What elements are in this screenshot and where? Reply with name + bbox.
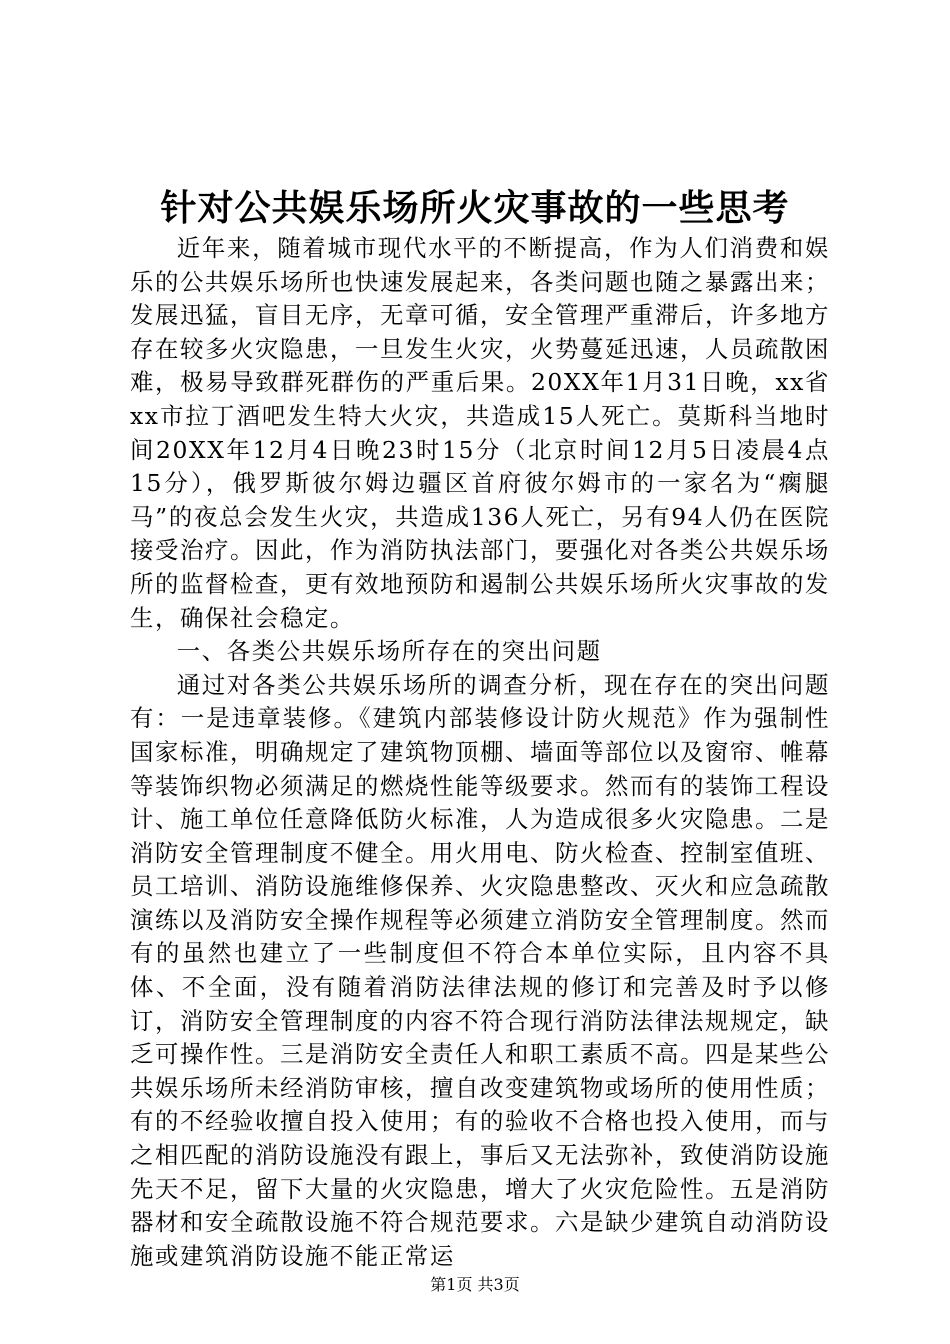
paragraph-intro: 近年来，随着城市现代水平的不断提高，作为人们消费和娱乐的公共娱乐场所也快速发展起来，各类问题也随之暴露出来；发展迅猛，盲目无序，无章可循，安全管理严重滞后，许多地方存在较多火灾隐患，一旦发生火灾，火势蔓延迅速，人员疏散困难，极易导致群死群伤的严重后果。20XX年1月31日晚，xx省xx市拉丁酒吧发生特大火灾，共造成15人死亡。莫斯科当地时间20XX年12月4日晚23时15分（北京时间12月5日凌晨4点15分），俄罗斯彼尔姆边疆区首府彼尔姆市的一家名为“瘸腿马”的夜总会发生火灾，共造成136人死亡，另有94人仍在医院接受治疗。因此，作为消防执法部门，要强化对各类公共娱乐场所的监督检查，更有效地预防和遏制公共娱乐场所火灾事故的发生，确保社会稳定。 — [130, 234, 830, 632]
document-body — [130, 232, 830, 1273]
page-number-footer: 第1页 共3页 — [430, 1275, 520, 1294]
document-title: 针对公共娱乐场所火灾事故的一些思考 — [160, 187, 790, 229]
paragraph-problems: 通过对各类公共娱乐场所的调查分析，现在存在的突出问题有：一是违章装修。《建筑内部装修设计防火规范》作为强制性国家标准，明确规定了建筑物顶棚、墙面等部位以及窗帘、帷幕等装饰织物必须满足的燃烧性能等级要求。然而有的装饰工程设计、施工单位任意降低防火标准，人为造成很多火灾隐患。二是消防安全管理制度不健全。用火用电、防火检查、控制室值班、员工培训、消防设施维修保养、火灾隐患整改、灭火和应急疏散演练以及消防安全操作规程等必须建立消防安全管理制度。然而有的虽然也建立了一些制度但不符合本单位实际，且内容不具体、不全面，没有随着消防法律法规的修订和完善及时予以修订，消防安全管理制度的内容不符合现行消防法律法规规定，缺乏可操作性。三是消防安全责任人和职工素质不高。四是某些公共娱乐场所未经消防审核，擅自改变建筑物或场所的使用性质；有的不经验收擅自投入使用；有的验收不合格也投入使用，而与之相匹配的消防设施没有跟上，事后又无法弥补，致使消防设施先天不足，留下大量的火灾隐患，增大了火灾危险性。五是消防器材和安全疏散设施不符合规范要求。六是缺少建筑自动消防设施或建筑消防设施不能正常运 — [130, 670, 830, 1270]
section-heading: 一、各类公共娱乐场所存在的突出问题 — [176, 637, 602, 666]
